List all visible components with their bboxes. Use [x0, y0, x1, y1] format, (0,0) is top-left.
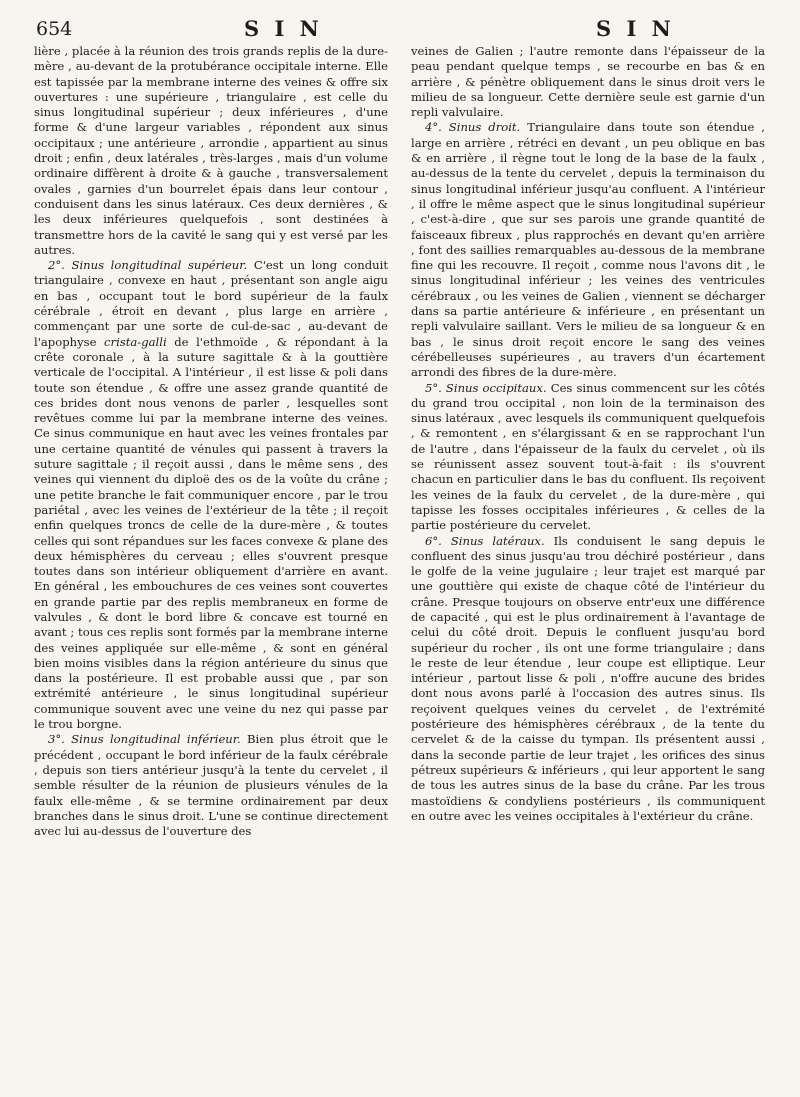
paragraph-sinus-longitudinal-superieur [34, 258, 388, 732]
paragraph-sinus-droit [411, 120, 765, 380]
paragraph-sinus-lateraux [411, 534, 765, 825]
text-columns [34, 44, 768, 1084]
section-heading: 2°. Sinus longitudinal supérieur. [48, 258, 248, 273]
paragraph-confluent: lière , placée à la réunion des trois grands replis de la dure-mère , au-devant de la protubérance occipitale interne. Elle est tapissée par la membrane interne des veines & offre six ouvertures : une supérieure , triangulaire , est celle du sinus longitudinal supérieur ; deux inférieures , d'une forme & d'une largeur variables , répondent aux sinus occipitaux ; une antérieure , arrondie , appartient au sinus droit ; enfin , deux latérales , très-larges , mais d'un volume ordinaire diffèrent à droite & à gauche , transversalement ovales , garnies d'un bourrelet épais dans leur contour , conduisent dans les sinus latéraux. Ces deux dernières , & les deux inférieures quelquefois , sont destinées à transmettre hors de la cavité le sang qui y est versé par les autres. [34, 44, 388, 257]
running-head-left: S I N [244, 16, 323, 41]
paragraph-text: Ils conduisent le sang depuis le confluent des sinus jusqu'au trou déchiré postérieur , dans le golfe de la veine jugulaire ; leur trajet est marqué par une gouttière qui existe de chaque côté de l'intérieur du crâne. Presque toujours on observe entr'eux une différence de capacité , qui est le plus ordinairement à l'avantage de celui du côté droit. Depuis le confluent jusqu'au bord supérieur du rocher , ils ont une forme triangulaire ; dans le reste de leur étendue , leur coupe est elliptique. Leur intérieur , partout lisse & poli , n'offre aucune des brides dont nous avons parlé à l'occasion des autres sinus. Ils reçoivent quelques veines du cervelet , de l'extrémité postérieure des hémisphères cérébraux , de la tente du cervelet & de la caisse du tympan. Ils présentent aussi , dans la seconde partie de leur trajet , les orifices des sinus pétreux supérieurs & inférieurs , qui leur apportent le sang de tous les autres sinus de la base du crâne. Par les trous mastoïdiens & condyliens postérieurs , ils communiquent en outre avec les veines occipitales à l'extérieur du crâne. [411, 533, 765, 823]
paragraph-continuation: veines de Galien ; l'autre remonte dans l'épaisseur de la peau pendant quelque temps , se recourbe en bas & en arrière , & pénètre obliquement dans le sinus droit vers le milieu de sa longueur. Cette dernière seule est garnie d'un repli valvulaire. [411, 44, 765, 120]
right-column [411, 44, 765, 1084]
paragraph-sinus-occipitaux [411, 381, 765, 534]
page-header [36, 14, 764, 44]
paragraph-sinus-longitudinal-inferieur [34, 732, 388, 839]
paragraph-text: de l'ethmoïde , & répondant à la crête coronale , à la suture sagittale & à la gouttière verticale de l'occipital. A l'intérieur , il est lisse & poli dans toute son étendue , & offre une assez grande quantité de ces brides dont nous venons de parler , lesquelles sont revêtues comme lui par la membrane interne des veines. Ce sinus communique en haut avec les veines frontales par une certaine quantité de vénules qui passent à travers la suture sagittale ; il reçoit aussi , dans le même sens , des veines qui viennent du diploë des os de la voûte du crâne ; une petite branche le fait communiquer encore , par le trou pariétal , avec les veines de l'extérieur de la tête ; il reçoit enfin quelques troncs de celle de la dure-mère , & toutes celles qui sont répandues sur les faces convexe & plane des deux hémisphères du cerveau ; elles s'ouvrent presque toutes dans son intérieur obliquement d'arrière en avant. En général , les embouchures de ces veines sont couvertes en grande partie par des replis membraneux en forme de valvules , & dont le bord libre & concave est tourné en avant ; tous ces replis sont formés par la membrane interne des veines appliquée sur elle-même , & sont en général bien moins visibles dans la région antérieure du sinus que dans la postérieure. Il est probable aussi que , par son extrémité antérieure , le sinus longitudinal supérieur communique souvent avec une veine du nez qui passe par le trou borgne. [34, 334, 388, 732]
section-heading: 5°. Sinus occipitaux. [425, 380, 547, 395]
paragraph-text: Triangulaire dans toute son étendue , large en arrière , rétréci en devant , un peu oblique en bas & en arrière , il règne tout le long de la base de la faulx , au-dessus de la tente du cervelet , depuis la terminaison du sinus longitudinal inférieur jusqu'au confluent. A l'intérieur , il offre le même aspect que le sinus longitudinal supérieur , c'est-à-dire , que sur ses parois une grande quantité de faisceaux fibreux , plus rapprochés en devant qu'en arrière , font des saillies remarquables au-dessous de la membrane fine qui les recouvre. Il reçoit , comme nous l'avons dit , le sinus longitudinal inférieur ; les veines des ventricules cérébraux , ou les veines de Galien , viennent se décharger dans sa partie antérieure & inférieure , en présentant un repli valvulaire saillant. Vers le milieu de sa longueur & en bas , le sinus droit reçoit encore le sang des veines cérébelleuses supérieures , au travers d'un écartement arrondi des fibres de la dure-mère. [411, 120, 765, 380]
latin-term: crista-galli [104, 334, 167, 349]
paragraph-text: C'est un long conduit triangulaire , convexe en haut , présentant son angle aigu en bas , occupant tout le bord supérieur de la faulx cérébrale , étroit en devant , plus large en arrière , commençant par une sorte de cul-de-sac , au-devant de l'apophyse [34, 258, 388, 349]
running-head-right: S I N [596, 16, 675, 41]
section-heading: 6°. Sinus latéraux. [425, 533, 545, 548]
paragraph-text: Ces sinus commencent sur les côtés du grand trou occipital , non loin de la terminaison des sinus latéraux , avec lesquels ils communiquent quelquefois , & remontent , en s'élargissant & en se rapprochant l'un de l'autre , dans l'épaisseur de la faulx du cervelet , où ils se réunissent assez souvent tout-à-fait : ils s'ouvrent chacun en particulier dans le bas du confluent. Ils reçoivent les veines de la faulx du cervelet , de la dure-mère , qui tapisse les fosses occipitales inférieures , & celles de la partie postérieure du cervelet. [411, 380, 765, 533]
section-heading: 3°. Sinus longitudinal inférieur. [48, 732, 241, 747]
left-column [34, 44, 388, 1084]
section-heading: 4°. Sinus droit. [425, 120, 521, 135]
paragraph-text: Bien plus étroit que le précédent , occupant le bord inférieur de la faulx cérébrale , depuis son tiers antérieur jusqu'à la tente du cervelet , il semble résulter de la réunion de plusieurs vénules de la faulx elle-même , & se termine ordinairement par deux branches dans le sinus droit. L'une se continue directement avec lui au-dessus de l'ouverture des [34, 732, 388, 839]
page-number: 654 [36, 18, 73, 40]
